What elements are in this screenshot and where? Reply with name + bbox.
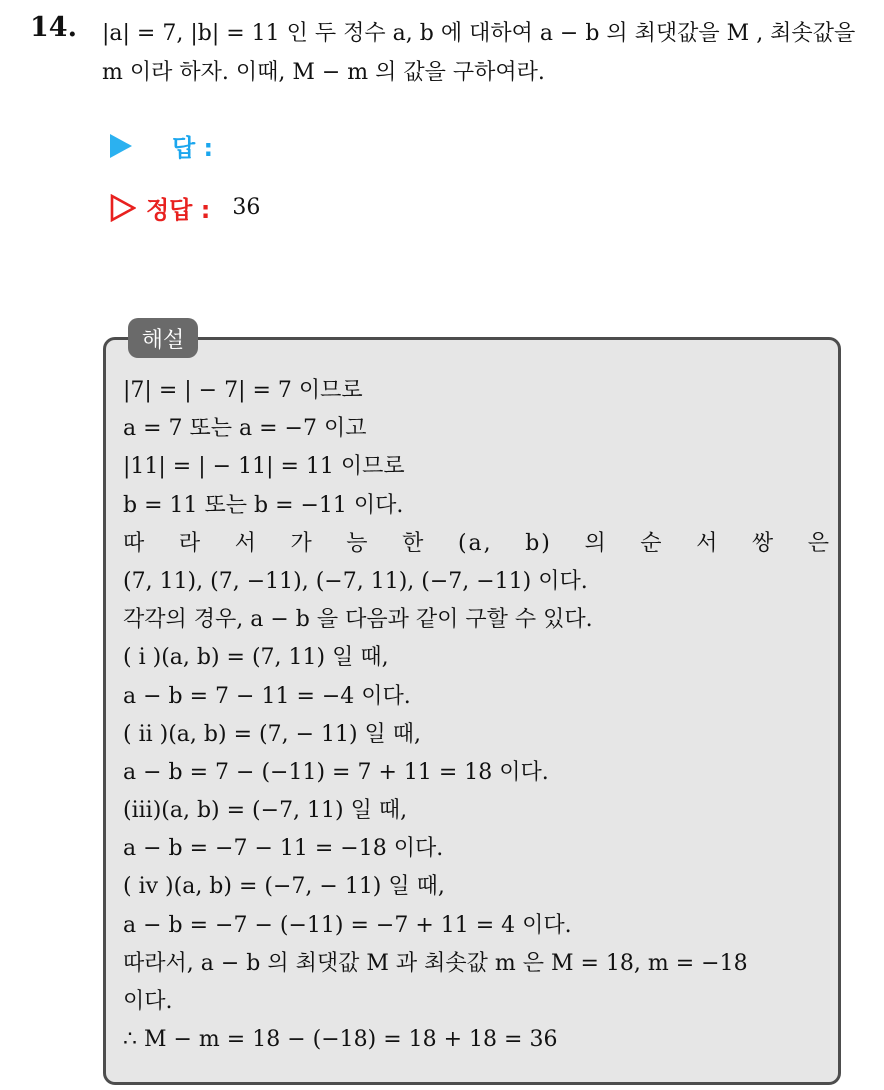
correct-answer-label: 정답 : xyxy=(146,196,211,224)
explanation-line: a = 7 또는 a = −7 이고 xyxy=(123,416,367,442)
explanation-line: a − b = 7 − 11 = −4 이다. xyxy=(123,683,411,709)
explanation-line: |7| = | − 7| = 7 이므로 xyxy=(123,378,363,403)
explanation-line: a − b = −7 − (−11) = −7 + 11 = 4 이다. xyxy=(123,912,572,938)
explanation-line: b = 11 또는 b = −11 이다. xyxy=(123,492,404,518)
explanation-line: ∴ M − m = 18 − (−18) = 18 + 18 = 36 xyxy=(123,1027,558,1053)
correct-answer-value: 36 xyxy=(232,195,261,220)
explanation-line: 각각의 경우, a − b 을 다음과 같이 구할 수 있다. xyxy=(123,607,593,633)
explanation-line: ( iv )(a, b) = (−7, − 11) 일 때, xyxy=(123,874,445,900)
explanation-line: ( i )(a, b) = (7, 11) 일 때, xyxy=(123,645,389,671)
explanation-tag: 해설 xyxy=(128,318,198,358)
explanation-line: ( ii )(a, b) = (7, − 11) 일 때, xyxy=(123,721,422,747)
explanation-line: a − b = 7 − (−11) = 7 + 11 = 18 이다. xyxy=(123,759,549,785)
correct-answer-row xyxy=(110,190,260,225)
outline-triangle-icon xyxy=(110,194,136,222)
explanation-line: a − b = −7 − 11 = −18 이다. xyxy=(123,836,444,862)
explanation-line: (iii)(a, b) = (−7, 11) 일 때, xyxy=(123,798,408,824)
explanation-line: |11| = | − 11| = 11 이므로 xyxy=(123,454,405,480)
answer-label: 답 : xyxy=(172,134,214,162)
explanation-line: 따라서, a − b 의 최댓값 M 과 최솟값 m 은 M = 18, m = −18 xyxy=(123,950,748,976)
question-text: |a| = 7, |b| = 11 인 두 정수 a, b 에 대하여 a − b 의 최댓값을 M , 최솟값을 m 이라 하자. 이때, M − m 의 값을 구하여라. xyxy=(102,21,856,85)
explanation-text xyxy=(123,372,831,1059)
explanation-line: (7, 11), (7, −11), (−7, 11), (−7, −11) 이다. xyxy=(123,568,588,594)
explanation-line: 이다. xyxy=(123,989,173,1014)
answer-blank-row xyxy=(110,128,213,163)
explanation-line: 따 라 서 가 능 한 (a, b) 의 순 서 쌍 은 xyxy=(123,530,831,556)
filled-triangle-icon xyxy=(110,134,132,158)
question-number: 14. xyxy=(30,12,77,43)
